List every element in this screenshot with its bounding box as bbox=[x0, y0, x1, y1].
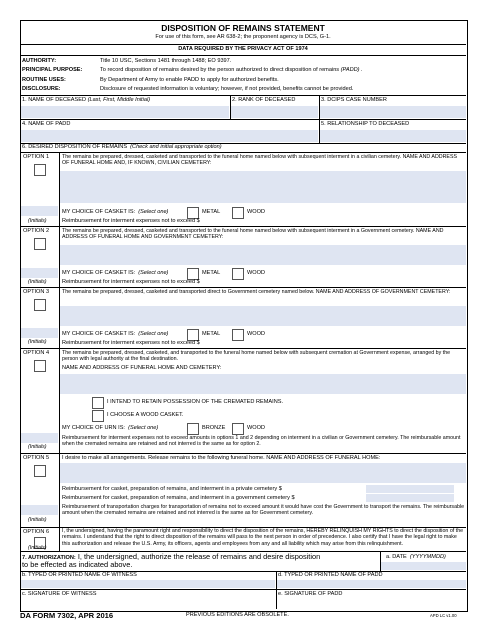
date-label: a. DATE (YYYYMMDD) bbox=[386, 554, 446, 560]
version-label: APD LC v1.00 bbox=[430, 613, 457, 618]
field-2-label: 2. RANK OF DECEASED bbox=[232, 97, 296, 103]
field-6-label: 6. DESIRED DISPOSITION OF REMAINS (Check and initial appropriate option) bbox=[22, 144, 222, 150]
option-2-checkbox[interactable] bbox=[34, 238, 46, 250]
option-1-label: OPTION 1 bbox=[23, 154, 50, 160]
deceased-rank-input[interactable] bbox=[231, 106, 318, 118]
relationship-input[interactable] bbox=[320, 130, 466, 142]
option-2-reimbursement: Reimbursement for interment expenses not to exceed $ bbox=[62, 279, 200, 285]
option-6-initials-label: (Initials) bbox=[28, 545, 47, 551]
option-3-checkbox[interactable] bbox=[34, 299, 46, 311]
routine-label: ROUTINE USES: bbox=[22, 77, 66, 83]
option-5-funeral-home-input[interactable] bbox=[60, 463, 466, 483]
option-4-funeral-home-input[interactable] bbox=[60, 374, 466, 394]
option-1-casket-choice: MY CHOICE OF CASKET IS: (Select one) bbox=[62, 209, 169, 215]
option-3-initials-input[interactable] bbox=[21, 328, 58, 338]
option-3-label: OPTION 3 bbox=[23, 289, 50, 295]
option-1-initials-label: (Initials) bbox=[28, 218, 47, 224]
option-1-wood-label: WOOD bbox=[247, 209, 266, 215]
form-id: DA FORM 7302, APR 2016 bbox=[20, 611, 114, 620]
option-4-text: The remains be prepared, dressed, casketed, and transported to the funeral home named below with subsequent cremation at Government expense, arranged by the person with legal authority at the final destination. bbox=[62, 350, 451, 363]
field-5-label: 5. RELATIONSHIP TO DECEASED bbox=[321, 121, 410, 127]
option-4-wood-urn-checkbox[interactable] bbox=[232, 423, 244, 435]
field-4-label: 4. NAME OF PADD bbox=[22, 121, 71, 127]
purpose-text: To record disposition of remains desired by the person authorized to direct disposition of remains (PADD) . bbox=[100, 67, 363, 73]
witness-name-input[interactable] bbox=[21, 580, 275, 588]
date-input[interactable] bbox=[381, 562, 466, 570]
padd-signature-label: e. SIGNATURE OF PADD bbox=[278, 591, 343, 597]
option-3-casket-choice: MY CHOICE OF CASKET IS: (Select one) bbox=[62, 331, 169, 337]
form-page bbox=[20, 20, 468, 608]
option-5-government-amount-input[interactable] bbox=[366, 494, 454, 502]
field-3-label: 3. DCIPS CASE NUMBER bbox=[321, 97, 387, 103]
option-5-reimb-transport: Reimbursement of transportation charges for transportation of remains not to exceed amount it would have cost the Government to transport the remains. The reimbursable amount when the cremated remains are retained and not interred is the same as for Government cemetery. bbox=[62, 504, 465, 517]
disclosure-text: Disclosure of requested information is voluntary; however, if not provided, benefits cannot be provided. bbox=[100, 86, 354, 92]
option-4-bronze-checkbox[interactable] bbox=[187, 423, 199, 435]
option-2-initials-label: (Initials) bbox=[28, 279, 47, 285]
option-1-checkbox[interactable] bbox=[34, 164, 46, 176]
option-5-initials-input[interactable] bbox=[21, 505, 58, 515]
option-2-funeral-home-input[interactable] bbox=[60, 245, 466, 265]
option-3-initials-label: (Initials) bbox=[28, 339, 47, 345]
option-1-funeral-home-input[interactable] bbox=[60, 171, 466, 203]
option-2-text: The remains be prepared, dressed, casketed and transported to the funeral home named below with subsequent interment in a Government cemetery. NAME AND ADDRESS OF FUNERAL HOME AND GOVERNMENT CEMETERY: bbox=[62, 228, 444, 241]
witness-signature-label: c. SIGNATURE OF WITNESS bbox=[22, 591, 97, 597]
disclosure-label: DISCLOSURE: bbox=[22, 86, 61, 92]
purpose-label: PRINCIPAL PURPOSE: bbox=[22, 67, 83, 73]
option-4-retain-checkbox[interactable] bbox=[92, 397, 104, 409]
option-4-checkbox[interactable] bbox=[34, 360, 46, 372]
option-5-private-amount-input[interactable] bbox=[366, 485, 454, 493]
padd-name-input[interactable] bbox=[21, 130, 318, 142]
privacy-heading: DATA REQUIRED BY THE PRIVACY ACT OF 1974 bbox=[178, 46, 308, 52]
option-2-metal-label: METAL bbox=[202, 270, 221, 276]
option-1-text: The remains be prepared, dressed, casketed and transported to the funeral home named below with subsequent interment in a civilian cemetery. NAME AND ADDRESS OF FUNERAL HOME AND, IF KNOWN, CIVILIAN CEMETERY: bbox=[62, 154, 458, 167]
witness-name-label: b. TYPED OR PRINTED NAME OF WITNESS bbox=[22, 572, 137, 578]
option-3-text: The remains be prepared, dressed, casketed and transported direct to Government cemetery named below. NAME AND ADDRESS OF GOVERNMENT CEMETERY: bbox=[62, 289, 451, 295]
option-2-casket-choice: MY CHOICE OF CASKET IS: (Select one) bbox=[62, 270, 169, 276]
option-4-initials-label: (Initials) bbox=[28, 444, 47, 450]
option-4-text-2: NAME AND ADDRESS OF FUNERAL HOME AND CEMETERY: bbox=[62, 365, 222, 371]
option-5-text: I desire to make all arrangements. Release remains to the following funeral home. NAME AND ADDRESS OF FUNERAL HOME: bbox=[62, 455, 381, 461]
option-3-wood-label: WOOD bbox=[247, 331, 266, 337]
option-4-initials-input[interactable] bbox=[21, 433, 58, 443]
option-5-checkbox[interactable] bbox=[34, 465, 46, 477]
option-3-wood-checkbox[interactable] bbox=[232, 329, 244, 341]
option-6-text: I, the undersigned, having the paramount right and responsibility to direct the disposition of the remains, HEREBY RELINQUISH MY RIGHTS to direct the disposition of the remains. I understand that the right to direct disposition of the remains will pass to the next person in order of precedence. I also certify that I have the legal right to make this authorization and release the U.S. Army, its officers, agents and employees from any and all liability which may arise from this relinquishment. bbox=[62, 528, 464, 547]
option-1-reimbursement: Reimbursement for interment expenses not to exceed $ bbox=[62, 218, 200, 224]
obsolete-notice: PREVIOUS EDITIONS ARE OBSOLETE. bbox=[186, 612, 289, 618]
authority-text: Title 10 USC, Sections 1481 through 1488; EO 9397. bbox=[100, 58, 232, 64]
option-1-wood-checkbox[interactable] bbox=[232, 207, 244, 219]
option-1-metal-label: METAL bbox=[202, 209, 221, 215]
authorization-text: 7. AUTHORIZATION: I, the undersigned, authorize the release of remains and desire disposition to be effected as indicated above. bbox=[22, 552, 321, 570]
option-2-initials-input[interactable] bbox=[21, 268, 58, 278]
form-title: DISPOSITION OF REMAINS STATEMENT bbox=[161, 23, 325, 33]
option-4-wood-casket-checkbox[interactable] bbox=[92, 410, 104, 422]
option-4-retain-label: I INTEND TO RETAIN POSSESSION OF THE CREMATED REMAINS. bbox=[107, 399, 284, 405]
option-2-label: OPTION 2 bbox=[23, 228, 50, 234]
option-4-urn-choice: MY CHOICE OF URN IS: (Select one) bbox=[62, 425, 159, 431]
option-4-label: OPTION 4 bbox=[23, 350, 50, 356]
option-3-cemetery-input[interactable] bbox=[60, 306, 466, 326]
option-4-bronze-label: BRONZE bbox=[202, 425, 226, 431]
signature-row-border bbox=[20, 589, 466, 590]
option-5-reimb-private: Reimbursement for casket, preparation of remains, and interment in a private cemetery $ bbox=[62, 486, 282, 492]
dcips-case-input[interactable] bbox=[320, 106, 466, 118]
option-3-metal-label: METAL bbox=[202, 331, 221, 337]
form-subtitle: For use of this form, see AR 638-2; the proponent agency is DCS, G-1. bbox=[155, 34, 331, 40]
option-5-label: OPTION 5 bbox=[23, 455, 50, 461]
routine-text: By Department of Army to enable PADD to apply for authorized benefits. bbox=[100, 77, 279, 83]
option-5-initials-label: (Initials) bbox=[28, 517, 47, 523]
option-2-wood-label: WOOD bbox=[247, 270, 266, 276]
authority-label: AUTHORITY: bbox=[22, 58, 57, 64]
option-6-label: OPTION 6 bbox=[23, 529, 50, 535]
option-5-reimb-government: Reimbursement for casket, preparation of remains, and interment in a government cemetery $ bbox=[62, 495, 295, 501]
field-1-label: 1. NAME OF DECEASED (Last, First, Middle Initial) bbox=[22, 97, 151, 103]
option-3-reimbursement: Reimbursement for interment expenses not to exceed $ bbox=[62, 340, 200, 346]
padd-printed-name-input[interactable] bbox=[277, 580, 466, 588]
option-4-wood-urn-label: WOOD bbox=[247, 425, 266, 431]
padd-name-label: d. TYPED OR PRINTED NAME OF PADD bbox=[278, 572, 383, 578]
option-4-reimbursement: Reimbursement for interment expenses not to exceed amounts in options 1 and 2 depending on interment in a civilian or Government cemetery. The reimbursable amount when the cremated remains are retained and not interred is the same as for option 2. bbox=[62, 435, 461, 448]
option-2-wood-checkbox[interactable] bbox=[232, 268, 244, 280]
option-1-initials-input[interactable] bbox=[21, 206, 58, 216]
option-4-wood-casket-label: I CHOOSE A WOOD CASKET. bbox=[107, 412, 184, 418]
deceased-name-input[interactable] bbox=[21, 106, 229, 118]
